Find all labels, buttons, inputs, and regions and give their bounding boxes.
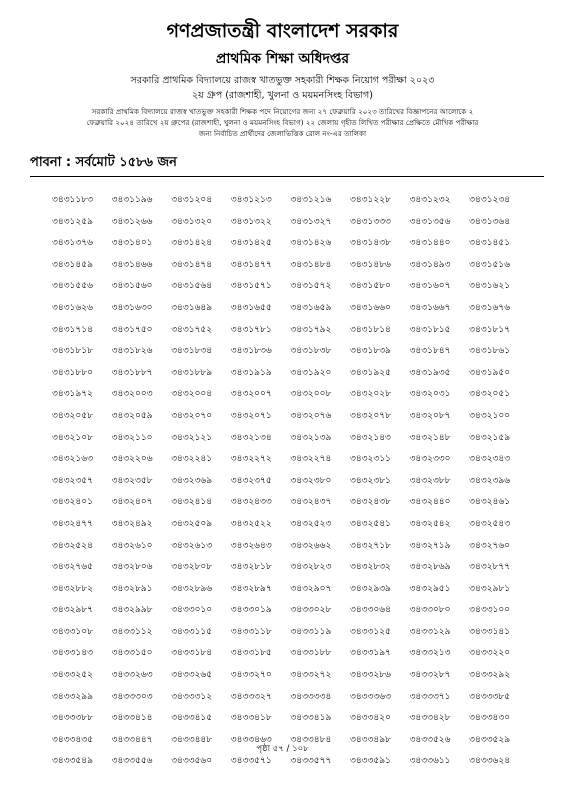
roll-number-cell: ৩৪৩৩১৮৪ <box>171 648 213 659</box>
roll-number-cell: ৩৪৩১২১৬ <box>290 195 332 205</box>
roll-number-cell: ৩৪৩২৪৬১ <box>469 497 511 508</box>
roll-number-cell: ৩৪৩২৪৪০ <box>409 497 451 508</box>
roll-number-cell: ৩৪৩১৪২৬ <box>290 238 332 249</box>
roll-number-cell: ৩৪৩২৪১৪ <box>171 497 213 508</box>
roll-number-cell: ৩৪৩১৮৮৭ <box>111 367 153 378</box>
roll-number-cell: ৩৪৩২৫৪২ <box>409 518 451 529</box>
roll-number-cell: ৩৪৩১৯৩৫ <box>409 367 451 378</box>
roll-number-cell: ৩৪৩২৪৩৩ <box>230 497 272 508</box>
roll-number-cell: ৩৪৩২১২১ <box>171 432 213 443</box>
roll-number-cell: ৩৪৩১৩২০ <box>171 216 213 227</box>
roll-number-cell: ৩৪৩২৮৭৭ <box>469 562 511 573</box>
roll-number-cell: ৩৪৩১৩৭৬ <box>52 238 93 249</box>
roll-number-cell: ৩৪৩৩৩৭১ <box>409 691 451 702</box>
roll-number-cell: ৩৪৩২৮০৬ <box>111 562 153 573</box>
roll-number-cell: ৩৪৩১৭৫০ <box>111 324 153 335</box>
roll-number-cell: ৩৪৩১৩৩৩ <box>349 216 391 227</box>
page-number: পৃষ্ঠা ৫৭ / ১০৮ <box>256 744 309 754</box>
roll-number-cell: ৩৪৩১৪৯৩ <box>409 259 451 270</box>
roll-number-cell: ৩৪৩২১৩৯ <box>290 432 332 443</box>
roll-number-cell: ৩৪৩৩২৫২ <box>52 670 93 681</box>
roll-number-cell: ৩৪৩৩২৮৬ <box>349 670 391 681</box>
roll-number-cell: ৩৪৩১৪২৪ <box>171 238 213 249</box>
roll-number-cell: ৩৪৩২৮২৩ <box>290 562 332 573</box>
roll-number-cell: ৩৪৩১২৩৪ <box>469 195 511 205</box>
roll-number-cell: ৩৪৩৩০২৮ <box>290 605 332 616</box>
roll-number-cell: ৩৪৩১২০৪ <box>171 195 213 205</box>
roll-number-cell: ৩৪৩২৫২২ <box>230 518 272 529</box>
roll-number-cell: ৩৪৩২০৮৭ <box>409 410 451 421</box>
roll-number-cell: ৩৪৩১৭১৪ <box>52 324 93 335</box>
roll-number-cell: ৩৪৩১৪৫৯ <box>52 259 93 270</box>
roll-number-cell: ৩৪৩৩৫২৬ <box>409 734 451 745</box>
roll-number-cell: ৩৪৩৩৪৪৭ <box>111 734 153 745</box>
roll-number-cell: ৩৪৩২৭৬৫ <box>52 562 93 573</box>
roll-number-cell: ৩৪৩৩১১৮ <box>230 626 272 637</box>
roll-number-cell: ৩৪৩৩১৫০ <box>111 648 153 659</box>
roll-number-cell: ৩৪৩৩১০০ <box>469 605 511 616</box>
roll-number-cell: ৩৪৩৩২২০ <box>469 648 511 659</box>
roll-number-cell: ৩৪৩২৩৮০ <box>290 475 332 486</box>
roll-number-cell: ৩৪৩৩০৬৪ <box>349 605 391 616</box>
roll-number-cell: ৩৪৩২১০০ <box>469 410 511 421</box>
roll-number-cell: ৩৪৩১৬৫৯ <box>290 302 332 313</box>
roll-number-cell: ৩৪৩২৫২৪ <box>52 540 93 551</box>
roll-number-cell: ৩৪৩২৯০৭ <box>290 583 332 594</box>
roll-number-cell: ৩৪৩২৮৩২ <box>349 562 391 573</box>
roll-number-cell: ৩৪৩২৩৮৮ <box>409 475 451 486</box>
roll-number-cell: ৩৪৩২৭১৮ <box>349 540 391 551</box>
roll-number-cell: ৩৪৩২১৬৩ <box>52 454 93 465</box>
roll-number-cell: ৩৪৩৩৪৩০ <box>469 713 511 724</box>
roll-number-cell: ৩৪৩১৯২০ <box>290 367 332 378</box>
roll-number-cell: ৩৪৩৩১৯৭ <box>349 648 391 659</box>
roll-number-cell: ৩৪৩২৩১১ <box>349 454 391 465</box>
roll-number-cell: ৩৪৩৩৪৬৩ <box>230 734 272 745</box>
roll-number-cell: ৩৪৩৩২৭২ <box>290 670 332 681</box>
roll-number-cell: ৩৪৩১৯৫০ <box>469 367 511 378</box>
roll-number-cell: ৩৪৩১২১৩ <box>230 195 272 205</box>
roll-number-cell: ৩৪৩২০৭০ <box>171 410 213 421</box>
roll-number-cell: ৩৪৩৩১০৮ <box>52 626 93 637</box>
roll-number-cell: ৩৪৩২৫০৯ <box>171 518 213 529</box>
roll-number-cell: ৩৪৩১৪৫১ <box>469 238 511 249</box>
roll-number-cell: ৩৪৩২১৪৮ <box>409 432 451 443</box>
roll-number-cell: ৩৪৩২৯৫১ <box>409 583 451 594</box>
roll-number-cell: ৩৪৩২২৪১ <box>171 454 213 465</box>
roll-number-cell: ৩৪৩১৩৬৪ <box>469 216 511 227</box>
roll-number-cell: ৩৪৩৩৩৬৩ <box>349 691 391 702</box>
roll-number-cell: ৩৪৩৩২৭০ <box>230 670 272 681</box>
roll-number-cell: ৩৪৩২৪৭৭ <box>52 518 93 529</box>
roll-number-cell: ৩৪৩২৩৯৬ <box>469 475 511 486</box>
roll-number-cell: ৩৪৩২১১০ <box>111 432 153 443</box>
roll-number-cell: ৩৪৩২০০৭ <box>230 389 272 400</box>
roll-number-cell: ৩৪৩১৮৮৯ <box>171 367 213 378</box>
group-title: ২য় গ্রুপ (রাজশাহী, খুলনা ও ময়মনসিংহ বিভাগ) <box>192 90 373 101</box>
roll-number-cell: ৩৪৩১৬৪৯ <box>171 302 213 313</box>
roll-number-cell: ৩৪৩২০০৪ <box>171 389 213 400</box>
roll-number-cell: ৩৪৩১৫৬০ <box>111 281 153 292</box>
roll-number-cell: ৩৪৩২৪৩৮ <box>349 497 391 508</box>
roll-number-cell: ৩৪৩২২৭২ <box>230 454 272 465</box>
roll-number-cell: ৩৪৩২৬১৩ <box>171 540 213 551</box>
roll-number-cell: ৩৪৩১৬২১ <box>469 281 511 292</box>
roll-number-cell: ৩৪৩২৮৮২ <box>52 583 93 594</box>
notice-line-3: জন্য নির্বাচিত প্রার্থীদের জেলাভিত্তিক রোল নং-এর তালিকা <box>198 129 367 138</box>
roll-number-cell: ৩৪৩১৩২২ <box>230 216 272 227</box>
roll-number-cell: ৩৪৩১৭৯২ <box>290 324 332 335</box>
roll-number-cell: ৩৪৩১৮৩৬ <box>230 346 272 357</box>
roll-number-cell: ৩৪৩১২৩২ <box>409 195 451 205</box>
roll-number-cell: ৩৪৩১৫১৬ <box>469 259 511 270</box>
roll-number-cell: ৩৪৩৩০১৯ <box>230 605 272 616</box>
roll-number-cell: ৩৪৩৩৫৯১ <box>349 756 391 767</box>
roll-number-cell: ৩৪৩১৬৬৭ <box>409 302 451 313</box>
exam-title: সরকারি প্রাথমিক বিদ্যালয়ে রাজস্ব খাতভুক্ত সহকারী শিক্ষক নিয়োগ পরীক্ষা ২০২৩ <box>130 75 435 86</box>
roll-number-cell: ৩৪৩১১৯৬ <box>111 195 153 205</box>
roll-number-cell: ৩৪৩৩০১০ <box>171 605 213 616</box>
roll-number-cell: ৩৪৩৩১১৯ <box>290 626 332 637</box>
roll-number-cell: ৩৪৩৩২১৩ <box>409 648 451 659</box>
roll-number-cell: ৩৪৩১৮১৭ <box>469 324 511 335</box>
roll-number-cell: ৩৪৩১৩২৭ <box>290 216 332 227</box>
roll-number-cell: ৩৪৩১৭৮১ <box>230 324 272 335</box>
roll-number-cell: ৩৪৩২৪০১ <box>52 497 93 508</box>
roll-number-cell: ৩৪৩১৪২৫ <box>230 238 272 249</box>
roll-number-cell: ৩৪৩২০৫৮ <box>52 410 93 421</box>
roll-number-cell: ৩৪৩১২৫৯ <box>52 216 93 227</box>
roll-number-cell: ৩৪৩১৮৩৯ <box>349 346 391 357</box>
roll-number-cell: ৩৪৩১৫৭২ <box>290 281 332 292</box>
roll-number-cell: ৩৪৩১৫৬৪ <box>171 281 213 292</box>
roll-number-cell: ৩৪৩৩৩৮৮ <box>52 713 93 724</box>
roll-number-cell: ৩৪৩১৬৩০ <box>111 302 153 313</box>
roll-number-cell: ৩৪৩১৬৫৫ <box>230 302 272 313</box>
roll-number-cell: ৩৪৩১৬৬০ <box>349 302 391 313</box>
roll-number-cell: ৩৪৩৩৩৩৪ <box>290 691 332 702</box>
roll-number-cell: ৩৪৩২০৭১ <box>230 410 272 421</box>
roll-number-cell: ৩৪৩২৩৫৮ <box>111 475 153 486</box>
roll-number-cell: ৩৪৩২৬১০ <box>111 540 153 551</box>
roll-number-cell: ৩৪৩৩৫৭৭ <box>290 756 332 767</box>
roll-number-cell: ৩৪৩৩১৮৫ <box>230 648 272 659</box>
roll-number-cell: ৩৪৩৩৫৪৯ <box>52 756 93 767</box>
roll-number-cell: ৩৪৩১৪৭৭ <box>230 259 272 270</box>
roll-number-cell: ৩৪৩২০২৮ <box>349 389 391 400</box>
roll-number-cell: ৩৪৩৩২৮৭ <box>409 670 451 681</box>
roll-number-cell: ৩৪৩২০০৮ <box>290 389 332 400</box>
roll-number-cell: ৩৪৩২৮৬৯ <box>409 562 451 573</box>
roll-number-cell: ৩৪৩১৫৮০ <box>349 281 391 292</box>
roll-number-cell: ৩৪৩৩১১৫ <box>171 626 213 637</box>
roll-number-cell: ৩৪৩৩১৮৮ <box>290 648 332 659</box>
government-title: গণপ্রজাতন্ত্রী বাংলাদেশ সরকার <box>166 20 399 42</box>
roll-number-cell: ৩৪৩৩৫৫৬ <box>111 756 153 767</box>
roll-number-cell: ৩৪৩২৯৩৯ <box>349 583 391 594</box>
roll-number-cell: ৩৪৩১৮১৮ <box>52 346 93 357</box>
roll-number-cell: ৩৪৩৩১৪৩ <box>52 648 93 659</box>
roll-number-cell: ৩৪৩১৬৭৬ <box>469 302 511 313</box>
roll-number-cell: ৩৪৩২০৫১ <box>469 389 511 400</box>
roll-number-cell: ৩৪৩৩৪৮৪ <box>290 734 332 745</box>
roll-number-cell: ৩৪৩২৯৮৭ <box>52 605 93 616</box>
roll-number-cell: ৩৪৩২৬৬২ <box>290 540 332 551</box>
roll-number-cell: ৩৪৩২০৭৬ <box>290 410 332 421</box>
roll-number-cell: ৩৪৩২৬৪৩ <box>230 540 272 551</box>
roll-number-cell: ৩৪৩২২০৬ <box>111 454 153 465</box>
roll-number-cell: ৩৪৩১৯২৫ <box>349 367 391 378</box>
roll-number-cell: ৩৪৩২৪০৭ <box>111 497 153 508</box>
roll-number-cell: ৩৪৩১৪৮৪ <box>290 259 332 270</box>
notice-line-2: ফেব্রুয়ারি ২০২৪ তারিখে ২য় গ্রুপের (রাজশাহী, খুলনা ও ময়মনসিংহ বিভাগ) ২২ জেলায় গৃহীত লিখিত পরীক্ষার প্রেক্ষিতে মৌখিক পরীক্ষার <box>86 118 479 127</box>
roll-number-cell: ৩৪৩১৫৫৬ <box>52 281 93 292</box>
roll-number-cell: ৩৪৩১৮৬১ <box>469 346 511 357</box>
roll-number-cell: ৩৪৩৩৩২৭ <box>230 691 272 702</box>
roll-number-cell: ৩৪৩২০৩১ <box>409 389 451 400</box>
roll-number-cell: ৩৪৩২৩৫৭ <box>52 475 93 486</box>
roll-number-cell: ৩৪৩১৪৩৮ <box>349 238 391 249</box>
roll-number-cell: ৩৪৩২৩৮১ <box>349 475 391 486</box>
roll-number-cell: ৩৪৩২৩৬৯ <box>171 475 213 486</box>
roll-number-cell: ৩৪৩১৪৪০ <box>409 238 451 249</box>
roll-number-cell: ৩৪৩২৮১৮ <box>230 562 272 573</box>
roll-number-cell: ৩৪৩২৭১৯ <box>409 540 451 551</box>
roll-number-cell: ৩৪৩২১০৮ <box>52 432 93 443</box>
roll-number-cell: ৩৪৩৩১১২ <box>111 626 153 637</box>
roll-number-cell: ৩৪৩১৪৭৪ <box>171 259 213 270</box>
roll-number-cell: ৩৪৩২৮৯৭ <box>230 583 272 594</box>
roll-number-cell: ৩৪৩২৮৯১ <box>111 583 153 594</box>
roll-number-cell: ৩৪৩৩৫৭১ <box>230 756 272 767</box>
roll-number-cell: ৩৪৩১৮৮০ <box>52 367 93 378</box>
roll-number-cell: ৩৪৩২৫৪৩ <box>469 518 511 529</box>
department-title: প্রাথমিক শিক্ষা অধিদপ্তর <box>215 51 350 67</box>
roll-number-cell: ৩৪৩৩২৯২ <box>469 670 511 681</box>
roll-number-cell: ৩৪৩২৯৯৮ <box>111 605 153 616</box>
roll-number-cell: ৩৪৩৩০৮০ <box>409 605 451 616</box>
roll-number-cell: ৩৪৩১৪৮৬ <box>349 259 391 270</box>
roll-number-cell: ৩৪৩৩৩০৩ <box>111 691 153 702</box>
roll-number-cell: ৩৪৩১৬২৬ <box>52 302 93 313</box>
roll-number-cell: ৩৪৩৩২৬৫ <box>171 670 213 681</box>
roll-number-cell: ৩৪৩৩১২৫ <box>349 626 391 637</box>
roll-number-cell: ৩৪৩২৫২৩ <box>290 518 332 529</box>
roll-number-cell: ৩৪৩৩৫৬০ <box>171 756 213 767</box>
roll-number-cell: ৩৪৩২০৭৮ <box>349 410 391 421</box>
roll-number-cell: ৩৪৩৩১৪১ <box>469 626 511 637</box>
roll-number-grid <box>52 190 552 773</box>
roll-number-cell: ৩৪৩২১৩৪ <box>230 432 272 443</box>
roll-number-cell: ৩৪৩৩৪২৮ <box>409 713 451 724</box>
roll-number-cell: ৩৪৩২৩৪৩ <box>469 454 511 465</box>
roll-number-cell: ৩৪৩১৪০১ <box>111 238 153 249</box>
roll-number-cell: ৩৪৩২৪৩৭ <box>290 497 332 508</box>
roll-number-cell: ৩৪৩২৩৩০ <box>409 454 451 465</box>
district-heading: পাবনা : সর্বমোট ১৫৮৬ জন <box>30 155 177 170</box>
roll-number-cell: ৩৪৩৩৪২০ <box>349 713 391 724</box>
roll-number-cell: ৩৪৩১৮২৬ <box>111 346 153 357</box>
roll-number-cell: ৩৪৩১৪৬৬ <box>111 259 153 270</box>
roll-number-cell: ৩৪৩৩২৯৯ <box>52 691 93 702</box>
roll-number-cell: ৩৪৩২২৭৪ <box>290 454 332 465</box>
roll-number-cell: ৩৪৩৩৫২৯ <box>469 734 511 745</box>
roll-number-cell: ৩৪৩১৩৫৬ <box>409 216 451 227</box>
roll-number-cell: ৩৪৩৩১২৯ <box>409 626 451 637</box>
roll-number-cell: ৩৪৩২৮০৮ <box>171 562 213 573</box>
roll-number-cell: ৩৪৩৩৪১৪ <box>111 713 153 724</box>
roll-number-cell: ৩৪৩৩৩৮৫ <box>469 691 511 702</box>
roll-number-cell: ৩৪৩৩৪৯৮ <box>349 734 391 745</box>
roll-number-cell: ৩৪৩১৯৭২ <box>52 389 93 400</box>
roll-number-cell: ৩৪৩৩২৬৩ <box>111 670 153 681</box>
roll-number-cell: ৩৪৩৩৪৩৫ <box>52 734 93 745</box>
roll-number-cell: ৩৪৩১৮৩৪ <box>171 346 213 357</box>
roll-number-cell: ৩৪৩১১৮৩ <box>52 195 93 205</box>
notice-text <box>20 106 545 139</box>
roll-number-cell: ৩৪৩৩৪১৫ <box>171 713 213 724</box>
roll-number-cell: ৩৪৩১৯১৯ <box>230 367 272 378</box>
roll-number-cell: ৩৪৩২০০৩ <box>111 389 153 400</box>
roll-number-cell: ৩৪৩৩৪১৮ <box>230 713 272 724</box>
roll-number-cell: ৩৪৩১৮৩৮ <box>290 346 332 357</box>
roll-number-cell: ৩৪৩১৬০৭ <box>409 281 451 292</box>
roll-number-cell: ৩৪৩১৫৭১ <box>230 281 272 292</box>
roll-number-cell: ৩৪৩২৪৯২ <box>111 518 153 529</box>
roll-number-cell: ৩৪৩২৫৪১ <box>349 518 391 529</box>
roll-number-cell: ৩৪৩১৮৪৭ <box>409 346 451 357</box>
roll-number-cell: ৩৪৩২০৫৯ <box>111 410 153 421</box>
roll-number-cell: ৩৪৩১৮১৫ <box>409 324 451 335</box>
roll-number-cell: ৩৪৩৩৪১৯ <box>290 713 332 724</box>
roll-number-cell: ৩৪৩৩৪৪৮ <box>171 734 213 745</box>
roll-number-cell: ৩৪৩২৯৮১ <box>469 583 511 594</box>
roll-number-cell: ৩৪৩১২২৮ <box>349 195 391 205</box>
roll-number-cell: ৩৪৩১৮১৪ <box>349 324 391 335</box>
roll-number-cell: ৩৪৩২১৪৩ <box>349 432 391 443</box>
roll-number-cell: ৩৪৩৩৩১২ <box>171 691 213 702</box>
notice-line-1: সরকারি প্রাথমিক বিদ্যালয়ে রাজস্ব খাতভুক্ত সহকারী শিক্ষক পদে নিয়োগের জন্য ২৭ ফেব্রুয়ারি ২০২৩ তারিখের বিজ্ঞাপনের আলোকে ২ <box>91 107 474 116</box>
heading-divider <box>30 176 544 177</box>
roll-number-cell: ৩৪৩২৭৬০ <box>469 540 511 551</box>
roll-number-cell: ৩৪৩৩৬২৪ <box>469 756 511 767</box>
roll-number-cell: ৩৪৩১৭৫২ <box>171 324 213 335</box>
roll-number-cell: ৩৪৩১২৬৬ <box>111 216 153 227</box>
roll-number-cell: ৩৪৩২১৫৯ <box>469 432 511 443</box>
roll-number-cell: ৩৪৩২৩৭৫ <box>230 475 272 486</box>
roll-number-cell: ৩৪৩৩৬১১ <box>409 756 451 767</box>
roll-number-cell: ৩৪৩২৮৯৬ <box>171 583 213 594</box>
